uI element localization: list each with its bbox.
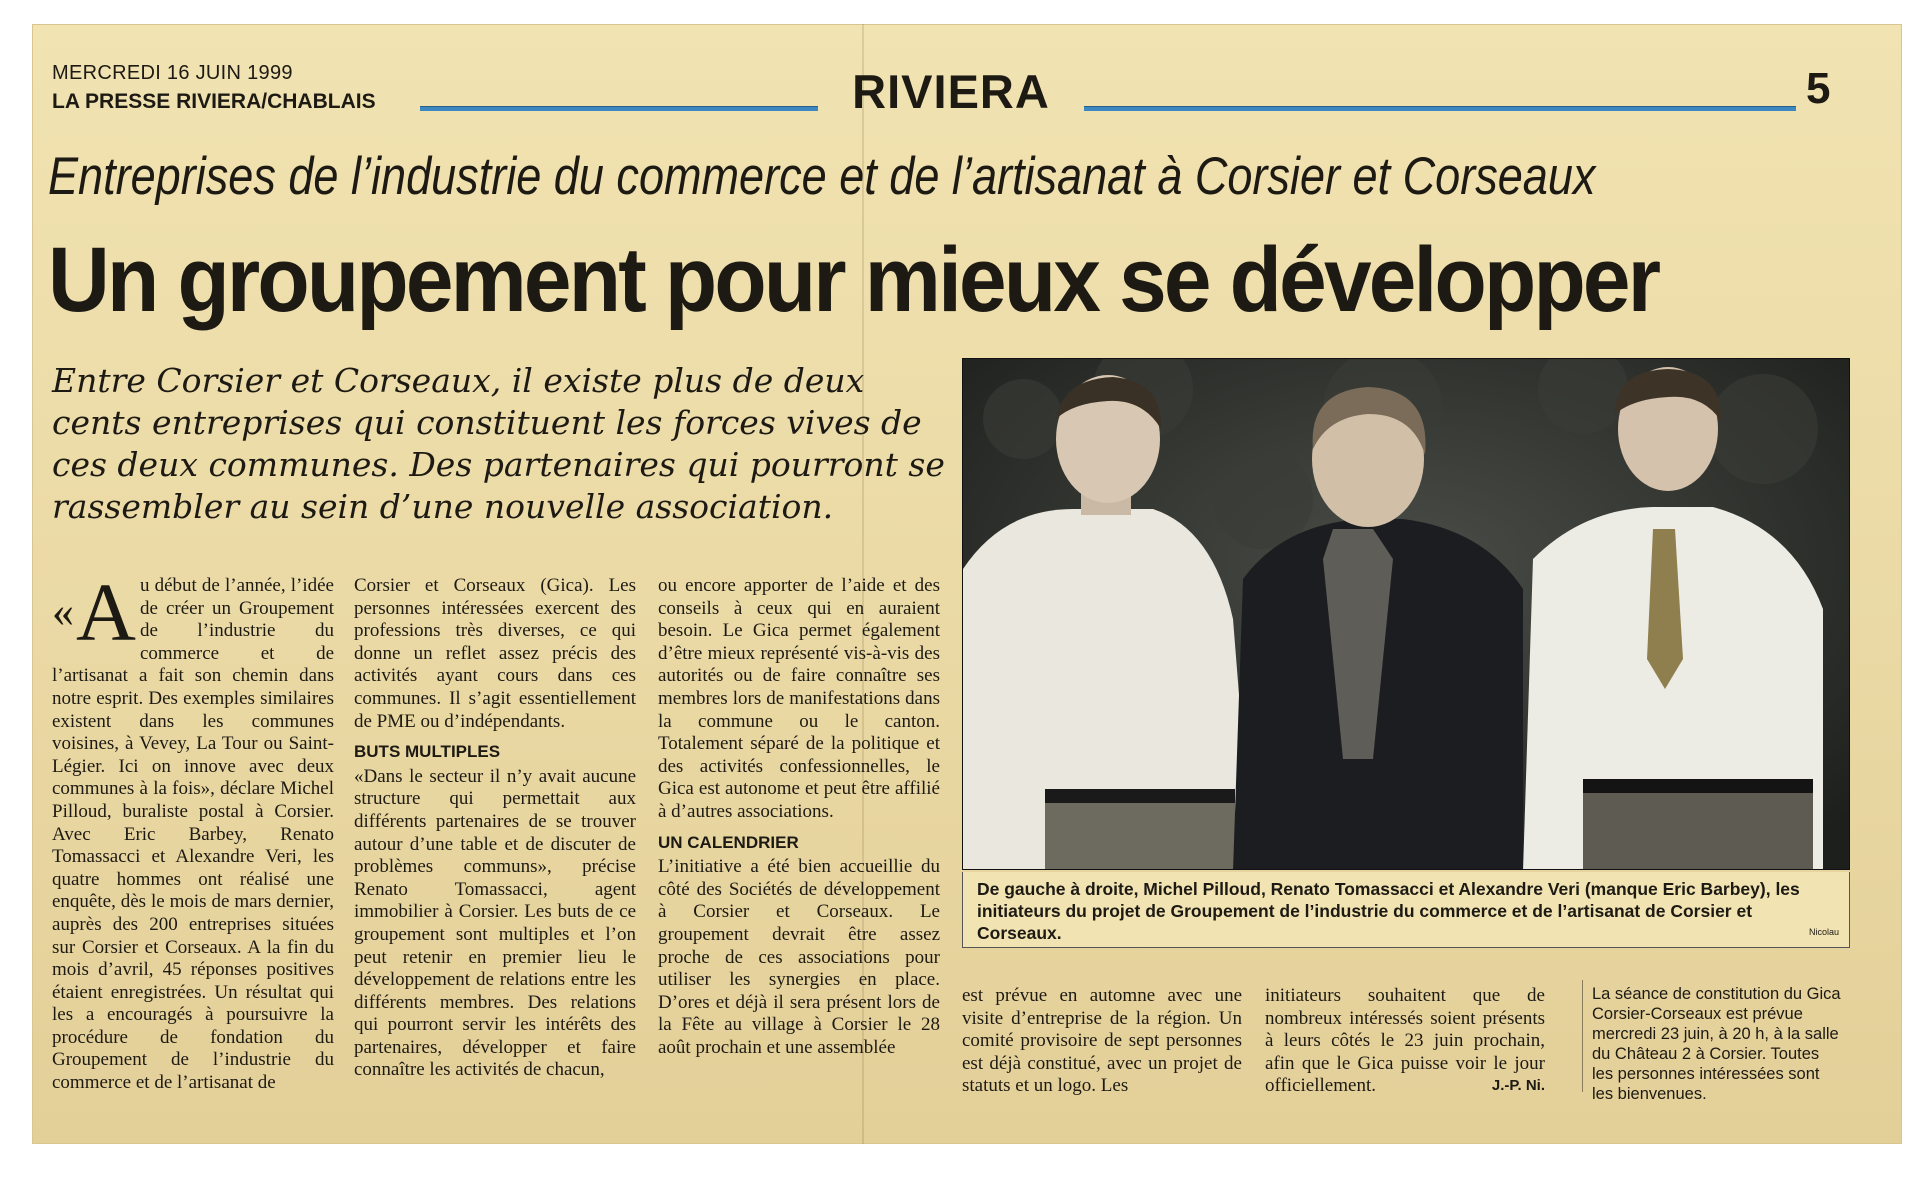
photo-caption	[962, 872, 1850, 948]
article-headline: Un groupement pour mieux se développer	[48, 229, 1659, 331]
subhead-un-calendrier: UN CALENDRIER	[658, 832, 799, 852]
header-rule-left	[420, 106, 818, 111]
body-column-4	[962, 985, 1242, 1098]
opening-quote: «	[52, 587, 74, 636]
info-box: La séance de constitution du Gica Corsier-Corseaux est prévue mercredi 23 juin, à 20 h, à la salle du Château 2 à Corsier. Toutes les personnes intéressées sont les bienvenues.	[1592, 985, 1841, 1103]
body-column-2	[354, 575, 636, 1082]
column-1-text: u début de l’année, l’idée de créer un Groupement de l’industrie du commerce et de l’artisanat a fait son chemin dans notre esprit. Des exemples similaires existent dans les communes voisines, à Vevey, La Tour ou Saint-Légier. Ici on innove avec deux communes à la fois», déclare Michel Pilloud, buraliste postal à Corsier. Avec Eric Barbey, Renato Tomassacci et Alexandre Veri, les quatre hommes ont réalisé une enquête, dès le mois de mars dernier, auprès des 200 entreprises situées sur Corsier et Corseaux. A la fin du mois d’avril, 45 réponses positives étaient enregistrées. Un résultat qui les a encouragés à poursuivre la procédure de fondation du Groupement de l’industrie du commerce et de l’artisanat de	[52, 575, 334, 1094]
drop-cap	[52, 566, 136, 658]
body-column-3	[658, 575, 940, 1059]
article-photo	[962, 358, 1850, 870]
column-4-text: est prévue en automne avec une visite d’entreprise de la région. Un comité provisoire de sept personnes est déjà constitué, avec un projet de statuts et un logo. Les	[962, 985, 1242, 1097]
group-portrait-illustration	[963, 359, 1850, 870]
section-title: RIVIERA	[852, 65, 1050, 118]
body-column-1	[52, 566, 334, 1095]
page-number: 5	[1806, 64, 1831, 113]
column-3-text-a: ou encore apporter de l’aide et des conseils à ceux qui en auraient besoin. Le Gica permet également d’être mieux représenté vis-à-vis des autorités ou de faire connaître ses membres lors de manifestations dans la commune ou le canton. Totalement séparé de la politique et des activités confessionnelles, le Gica est autonome et peut être affilié à d’autres associations.	[658, 575, 940, 822]
column-2-text-a: Corsier et Corseaux (Gica). Les personnes intéressées exercent des professions très diverses, ce qui donne un reflet assez précis des activités ayant cours dans ces communes. Il s’agit essentiellement de PME ou d’indépendants.	[354, 575, 636, 732]
caption-text: De gauche à droite, Michel Pilloud, Renato Tomassacci et Alexandre Veri (manque Eric Barbey), les initiateurs du projet de Groupement de l’industrie du commerce et de l’artisanat de Corsier et Corseaux.	[977, 879, 1800, 943]
body-column-5	[1265, 985, 1545, 1098]
photo-credit: Nicolau	[1808, 927, 1839, 937]
subhead-buts-multiples: BUTS MULTIPLES	[354, 742, 501, 762]
column-5-text: initiateurs souhaitent que de nombreux intéressés soient présents à leurs côtés le 23 juin prochain, afin que le Gica puisse voir le jour officiellement.	[1265, 985, 1545, 1097]
column-2-text-b: «Dans le secteur il n’y avait aucune structure qui permettait aux différents partenaires de se trouver autour d’une table et de discuter de problèmes communs», précise Renato Tomassacci, agent immobilier à Corsier. Les buts de ce groupement sont multiples et l’on peut retenir en premier lieu le développement de relations entre les différents membres. Des relations qui pourront servir les intérêts des partenaires, développer et faire connaître les activités de chacun,	[354, 765, 636, 1081]
newspaper-name: LA PRESSE RIVIERA/CHABLAIS	[52, 90, 376, 113]
article-lede: Entre Corsier et Corseaux, il existe plus de deux cents entreprises qui constituent les forces vives de ces deux communes. Des partenaires qui pourront se rassembler au sein d’une nouvelle association.	[52, 361, 945, 526]
header-rule-right	[1084, 106, 1796, 111]
author-signature: J.-P. Ni.	[1491, 1077, 1545, 1095]
article-kicker: Entreprises de l’industrie du commerce et de l’artisanat à Corsier et Corseaux	[48, 147, 1596, 206]
drop-cap-letter: A	[76, 566, 136, 658]
issue-date: MERCREDI 16 JUIN 1999	[52, 62, 293, 84]
column-divider	[1582, 980, 1583, 1092]
column-3-text-b: L’initiative a été bien accueillie du côté des Sociétés de développement à Corsier et Corseaux. Le groupement devrait être assez proche de ces associations pour utiliser les synergies en place. D’ores et déjà il sera présent lors de la Fête au village à Corsier le 28 août prochain et une assemblée	[658, 856, 940, 1058]
